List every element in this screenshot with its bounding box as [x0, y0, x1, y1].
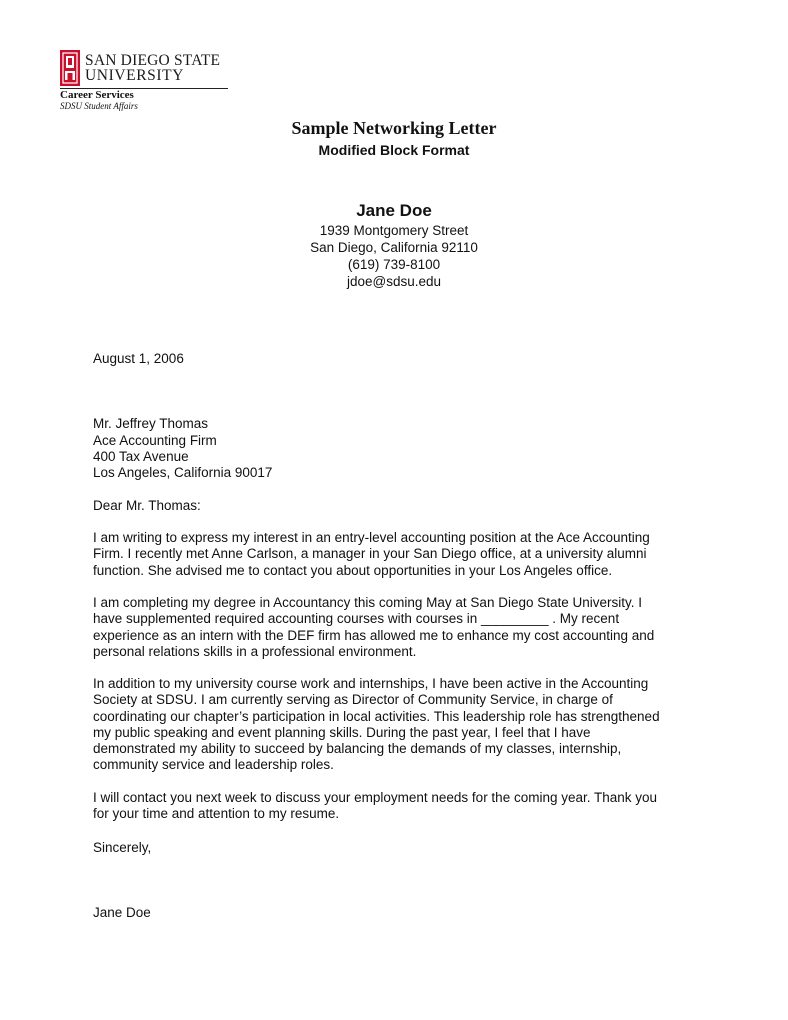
body-paragraph-4 — [93, 790, 657, 823]
signature-name: Jane Doe — [93, 905, 151, 920]
document-title: Sample Networking Letter — [291, 118, 497, 138]
paragraph-line: experience as an intern with the DEF firm has allowed me to enhance my cost accounting and — [93, 627, 655, 643]
paragraph-line: demonstrated my ability to succeed by balancing the demands of my classes, internship, — [93, 741, 622, 757]
paragraph-line: have supplemented required accounting courses with courses in _________ . My recent — [93, 611, 620, 627]
sender-city: San Diego, California 92110 — [310, 240, 478, 255]
sdsu-seal-icon — [60, 50, 80, 86]
document-subtitle: Modified Block Format — [318, 142, 470, 158]
paragraph-line: function. She advised me to contact you about opportunities in your Los Angeles office. — [93, 562, 613, 578]
sender-block — [0, 200, 788, 290]
recipient-city: Los Angeles, California 90017 — [93, 465, 273, 480]
paragraph-line: personal relations skills in a professional environment. — [93, 643, 417, 659]
letter-date: August 1, 2006 — [93, 351, 184, 366]
paragraph-line: coordinating our chapter’s participation in local activities. This leadership role has strengthened — [93, 708, 660, 724]
sender-email: jdoe@sdsu.edu — [346, 274, 442, 289]
recipient-company: Ace Accounting Firm — [93, 433, 217, 448]
sender-street: 1939 Montgomery Street — [319, 223, 469, 238]
paragraph-line: Firm. I recently met Anne Carlson, a manager in your San Diego office, at a university alumni — [93, 546, 647, 562]
department-name: Career Services — [60, 89, 134, 101]
recipient-street: 400 Tax Avenue — [93, 449, 189, 464]
paragraph-line: I am completing my degree in Accountancy this coming May at San Diego State University. I — [93, 595, 643, 610]
sender-name: Jane Doe — [356, 201, 432, 220]
subdepartment-name: SDSU Student Affairs — [60, 101, 138, 111]
body-paragraph-1 — [93, 530, 650, 579]
salutation: Dear Mr. Thomas: — [93, 498, 201, 513]
recipient-name: Mr. Jeffrey Thomas — [93, 416, 209, 431]
paragraph-line: Society at SDSU. I am currently serving as Director of Community Service, in charge of — [93, 692, 613, 708]
body-paragraph-3 — [93, 676, 660, 774]
body-paragraph-2 — [93, 595, 654, 660]
paragraph-line: I am writing to express my interest in an entry-level accounting position at the Ace Accounting — [93, 530, 650, 545]
paragraph-line: community service and leadership roles. — [93, 757, 334, 773]
paragraph-line: my public speaking and event planning skills. During the past year, I feel that I have — [93, 724, 591, 740]
university-name-line1: SAN DIEGO STATE — [85, 52, 221, 69]
paragraph-line: In addition to my university course work and internships, I have been active in the Accounting — [93, 676, 649, 691]
university-name-line2: UNIVERSITY — [85, 67, 184, 84]
sender-phone: (619) 739-8100 — [347, 257, 441, 272]
closing: Sincerely, — [93, 840, 152, 855]
paragraph-line: I will contact you next week to discuss your employment needs for the coming year. Thank you — [93, 790, 658, 805]
paragraph-line: for your time and attention to my resume. — [93, 806, 340, 822]
